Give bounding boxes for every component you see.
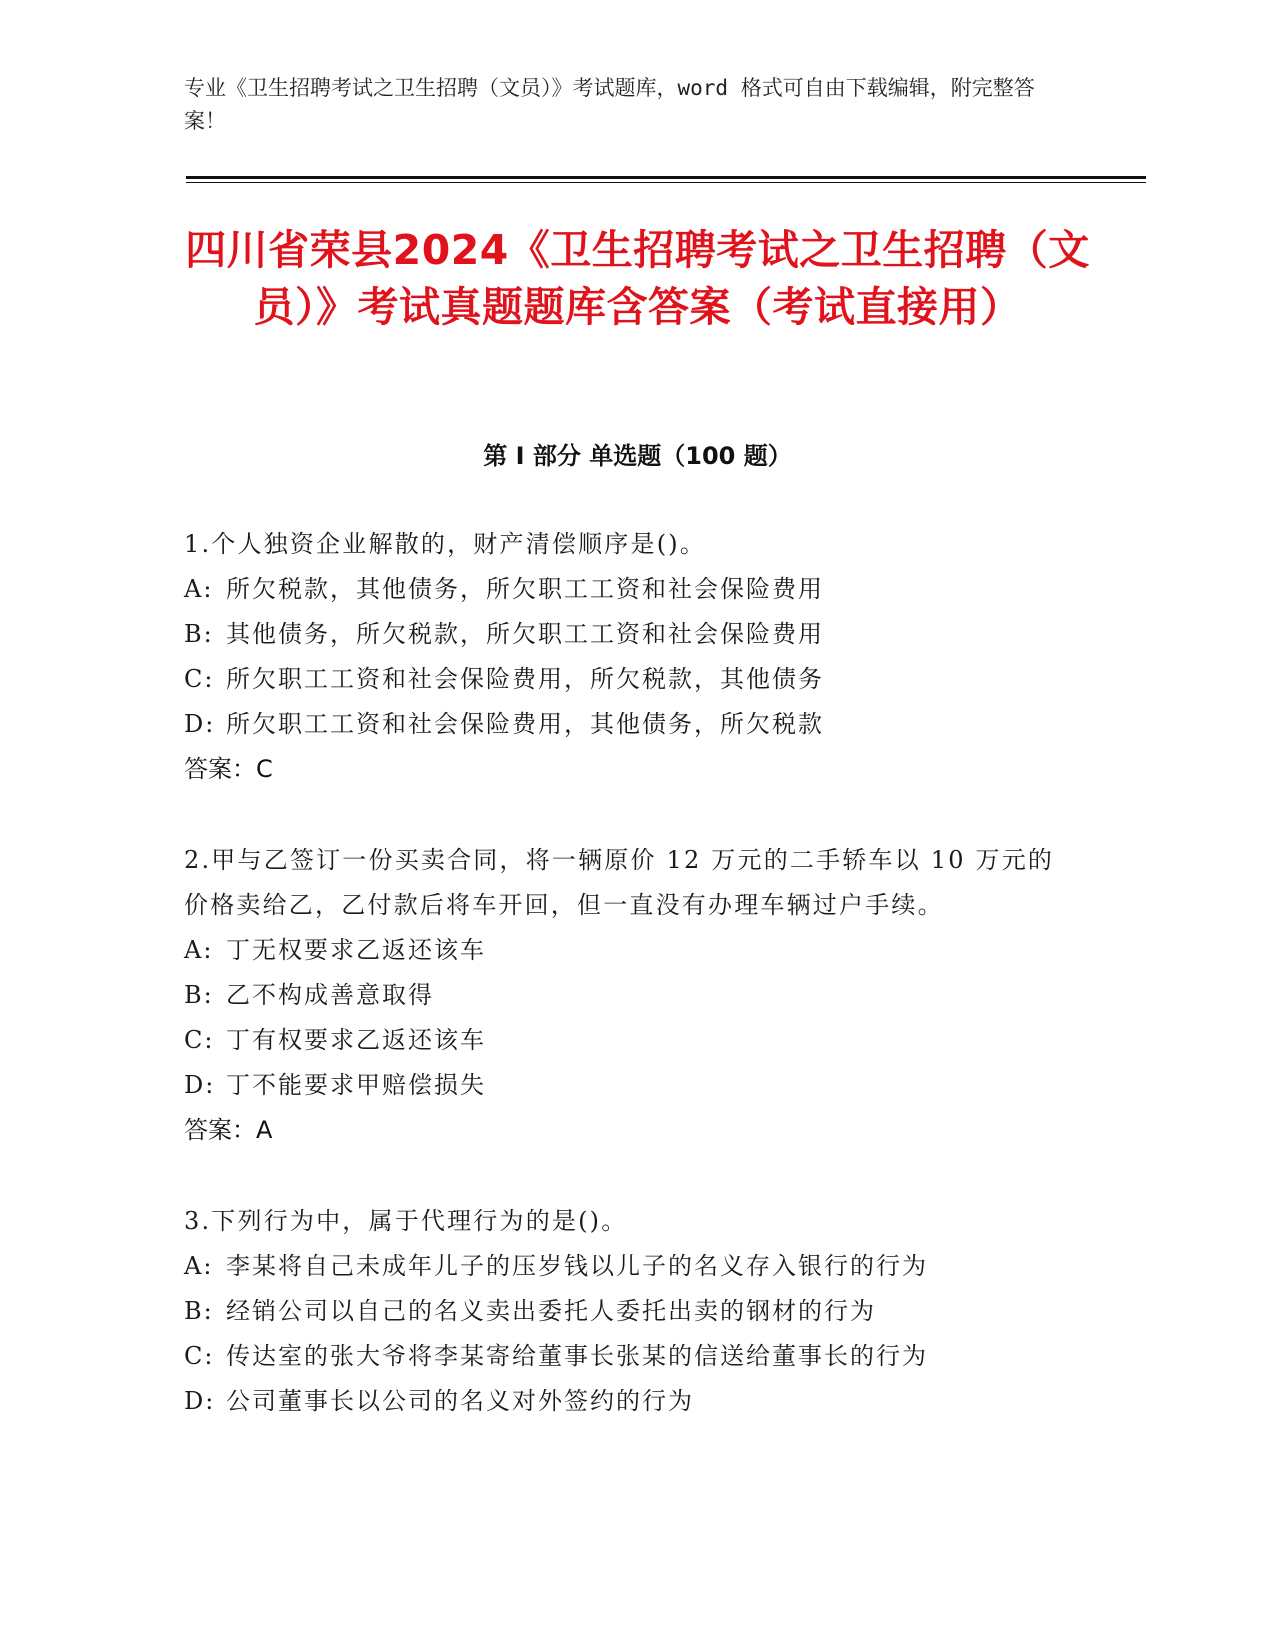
option-text: 乙不构成善意取得 (226, 981, 434, 1009)
option-c (184, 1018, 1064, 1063)
header-rule-thick (186, 176, 1146, 179)
option-key: C: (184, 665, 215, 693)
option-key: C: (184, 1342, 215, 1370)
option-d (184, 1063, 1064, 1108)
question-stem: 3.下列行为中，属于代理行为的是()。 (184, 1207, 628, 1235)
question-3 (184, 1199, 1064, 1424)
option-key: B: (184, 1297, 214, 1325)
option-text: 其他债务，所欠税款，所欠职工工资和社会保险费用 (226, 620, 824, 648)
section-heading: 第 I 部分 单选题（100 题） (483, 442, 792, 470)
document-title: 四川省荣县2024《卫生招聘考试之卫生招聘（文员）》考试真题题库含答案（考试直接用） (185, 226, 1090, 331)
option-b (184, 612, 1064, 657)
question-stem: 1.个人独资企业解散的，财产清偿顺序是()。 (184, 530, 707, 558)
option-a (184, 1244, 1064, 1289)
option-a (184, 567, 1064, 612)
question-stem: 2.甲与乙签订一份买卖合同，将一辆原价 12 万元的二手轿车以 10 万元的价格卖给乙，乙付款后将车开回，但一直没有办理车辆过户手续。 (184, 846, 1055, 919)
option-text: 公司董事长以公司的名义对外签约的行为 (226, 1387, 694, 1415)
option-text: 所欠职工工资和社会保险费用，其他债务，所欠税款 (226, 710, 824, 738)
option-key: A: (184, 575, 214, 603)
option-d (184, 1379, 1064, 1424)
option-text: 所欠职工工资和社会保险费用，所欠税款，其他债务 (226, 665, 824, 693)
option-text: 李某将自己未成年儿子的压岁钱以儿子的名义存入银行的行为 (226, 1252, 928, 1280)
option-text: 丁无权要求乙返还该车 (226, 936, 486, 964)
option-c (184, 657, 1064, 702)
option-a (184, 928, 1064, 973)
option-key: D: (184, 710, 216, 738)
option-text: 经销公司以自己的名义卖出委托人委托出卖的钢材的行为 (226, 1297, 876, 1325)
option-text: 所欠税款，其他债务，所欠职工工资和社会保险费用 (226, 575, 824, 603)
option-key: D: (184, 1387, 216, 1415)
option-d (184, 702, 1064, 747)
header-note: 专业《卫生招聘考试之卫生招聘（文员）》考试题库，word 格式可自由下载编辑，附完整答案！ (184, 76, 1035, 133)
option-key: D: (184, 1071, 216, 1099)
option-c (184, 1334, 1064, 1379)
question-1 (184, 522, 1064, 792)
question-list (184, 522, 1064, 1470)
question-2 (184, 838, 1064, 1153)
option-key: A: (184, 936, 214, 964)
answer-line: 答案：C (184, 755, 273, 783)
option-text: 传达室的张大爷将李某寄给董事长张某的信送给董事长的行为 (226, 1342, 928, 1370)
header-rule-thin (186, 182, 1146, 183)
option-key: B: (184, 620, 214, 648)
option-b (184, 973, 1064, 1018)
option-text: 丁有权要求乙返还该车 (226, 1026, 486, 1054)
answer-line: 答案：A (184, 1116, 273, 1144)
option-key: C: (184, 1026, 215, 1054)
option-key: A: (184, 1252, 214, 1280)
option-b (184, 1289, 1064, 1334)
option-key: B: (184, 981, 214, 1009)
option-text: 丁不能要求甲赔偿损失 (226, 1071, 486, 1099)
